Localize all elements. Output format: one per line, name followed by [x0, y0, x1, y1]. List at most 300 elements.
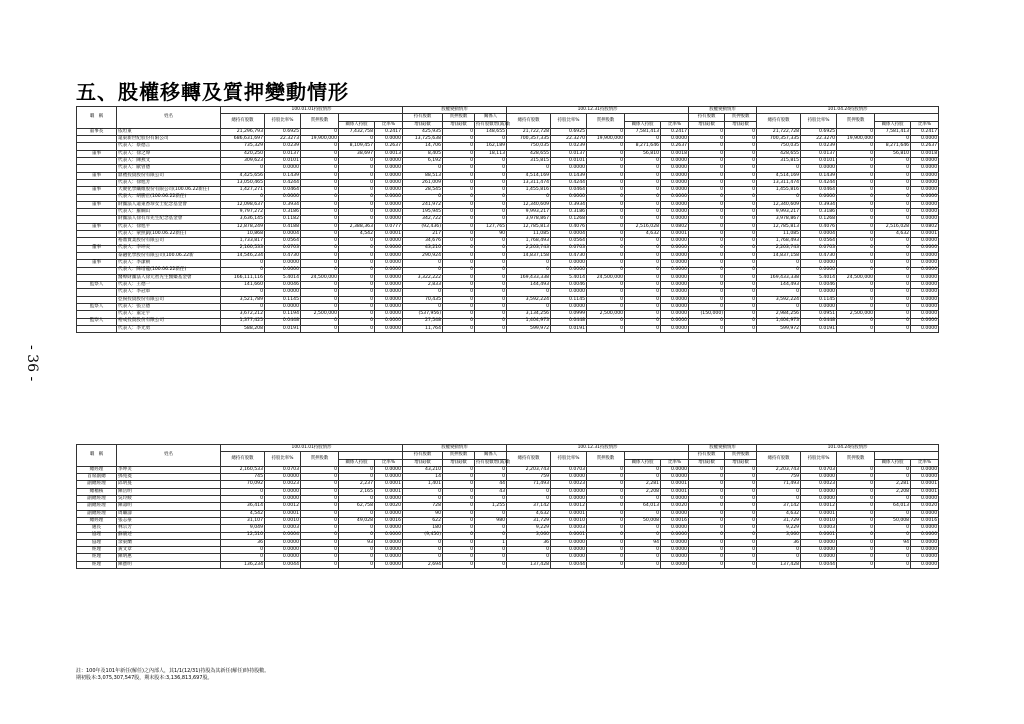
cell-value: 0 [443, 525, 475, 532]
cell-value: 0 [587, 282, 625, 289]
cell-value: 0.0000 [661, 289, 689, 296]
cell-value: 0.0000 [661, 209, 689, 216]
cell-value: 0.0999 [551, 311, 587, 318]
table-row [77, 539, 939, 546]
cell-value: 0 [587, 304, 625, 311]
cell-value: 0.0000 [911, 260, 939, 267]
cell-value: 90 [475, 231, 507, 238]
cell-value: 0.0137 [551, 150, 587, 157]
cell-value: 750,035 [757, 143, 801, 150]
cell-value: 0.0000 [801, 539, 837, 546]
cell-value: 0.2637 [661, 143, 689, 150]
cell-value: 14 [403, 474, 443, 481]
header-total: 總持有股數 [507, 114, 551, 129]
header-inc: 增(減)數 [725, 121, 757, 128]
cell-value: 0.0000 [911, 179, 939, 186]
header-blank [625, 452, 689, 459]
cell-value: 700,357,335 [507, 136, 551, 143]
cell-value: 0 [443, 311, 475, 318]
cell-value: 759 [757, 474, 801, 481]
header-inc: 增(減)數 [689, 121, 725, 128]
cell-value: 93 [339, 539, 375, 546]
cell-value: 0 [475, 260, 507, 267]
cell-value: 0 [587, 474, 625, 481]
cell-value: 0 [757, 260, 801, 267]
cell-value: 0.0000 [661, 245, 689, 252]
cell-value: 217 [403, 231, 443, 238]
header-total: 總持有股數 [221, 452, 265, 467]
cell-value: 0.0003 [801, 525, 837, 532]
header-pledged: 質押股數 [587, 114, 625, 129]
header-pledged: 質押股數 [301, 452, 339, 467]
cell-value: 0.4076 [801, 223, 837, 230]
cell-value: 0 [837, 150, 875, 157]
cell-value: 0.0000 [661, 136, 689, 143]
cell-value: 24,500,000 [837, 274, 875, 281]
header-change-2: 股權變動情形 [689, 107, 757, 114]
cell-value: 0.0020 [375, 503, 403, 510]
cell-value: 6,192 [403, 158, 443, 165]
cell-value: 136,234 [221, 561, 265, 568]
cell-value: 0 [625, 289, 661, 296]
cell-value: 0 [301, 158, 339, 165]
cell-value: 0 [475, 172, 507, 179]
cell-value: 0 [443, 172, 475, 179]
table-row [77, 128, 939, 135]
cell-value: 0.0000 [265, 488, 301, 495]
cell-value: 0 [301, 223, 339, 230]
cell-value: 0 [875, 187, 911, 194]
cell-value: 0 [875, 274, 911, 281]
cell-value: 0.1439 [265, 172, 301, 179]
cell-value: 0.0000 [911, 165, 939, 172]
header-held: 持有股數 [403, 452, 443, 459]
cell-value: 0 [475, 209, 507, 216]
cell-value: 3,978,867 [507, 216, 551, 223]
cell-value: 88,513 [403, 172, 443, 179]
cell-value: 0 [689, 561, 725, 568]
cell-value: 0.0001 [801, 532, 837, 539]
cell-value: 166,111,116 [221, 274, 265, 281]
cell-value: 0.0448 [801, 318, 837, 325]
cell-value: 0.0000 [661, 267, 689, 274]
cell-value: 0 [507, 194, 551, 201]
cell-position [77, 136, 117, 143]
cell-name: 鄧苑菱 [117, 474, 221, 481]
cell-value: 0.0000 [661, 296, 689, 303]
cell-value: 0.0000 [911, 136, 939, 143]
cell-value: 0.0000 [661, 179, 689, 186]
cell-value: 0.0464 [801, 187, 837, 194]
cell-value: 0 [837, 510, 875, 517]
cell-value: 9,993,217 [507, 209, 551, 216]
cell-value: 0 [837, 488, 875, 495]
cell-value: 0 [837, 474, 875, 481]
cell-value: 64,013 [625, 503, 661, 510]
cell-value: 4,632 [757, 510, 801, 517]
cell-value: 0.6925 [551, 128, 587, 135]
header-rel-held: 關係人持股 [875, 459, 911, 466]
cell-value: 0.0000 [661, 318, 689, 325]
cell-value: 0 [301, 260, 339, 267]
cell-value: 0 [689, 165, 725, 172]
cell-value: 0.4188 [265, 223, 301, 230]
cell-value: 0.0000 [911, 318, 939, 325]
cell-value: 0 [339, 525, 375, 532]
cell-value: 0 [339, 304, 375, 311]
cell-value: 0 [301, 165, 339, 172]
cell-value: 0 [339, 296, 375, 303]
cell-name: 李坤炎 [117, 466, 221, 473]
cell-value: 0.0000 [911, 252, 939, 259]
cell-value: 0.0000 [375, 532, 403, 539]
cell-value: 11,764 [403, 325, 443, 332]
table-row [77, 267, 939, 274]
header-total: 總持有股數 [507, 452, 551, 467]
cell-value: 56,810 [625, 150, 661, 157]
cell-value: 261,009 [403, 179, 443, 186]
cell-value: 0.0000 [911, 466, 939, 473]
cell-value: 0.0000 [801, 267, 837, 274]
table-row [77, 150, 939, 157]
cell-value: 24,500,000 [301, 274, 339, 281]
cell-value: 0.0448 [265, 318, 301, 325]
cell-value: 0 [587, 318, 625, 325]
cell-value: (9,450) [403, 532, 443, 539]
cell-value: 0 [875, 311, 911, 318]
cell-value: 0.0000 [661, 274, 689, 281]
cell-value: 0.0239 [551, 143, 587, 150]
cell-name: 代表人：羅綱山 [117, 209, 221, 216]
table-row [77, 274, 939, 281]
cell-value: 0 [725, 474, 757, 481]
cell-value: 0 [875, 496, 911, 503]
cell-value: 0 [339, 547, 375, 554]
cell-value: 0 [725, 547, 757, 554]
cell-value: 0 [507, 267, 551, 274]
cell-value: 0 [725, 238, 757, 245]
cell-position: 監察人 [77, 318, 117, 325]
cell-value: 0 [443, 238, 475, 245]
header-blank [875, 114, 939, 121]
cell-value: 0 [837, 539, 875, 546]
cell-name: 代表人：徐旭芳 [117, 179, 221, 186]
header-rel: 關係人 [475, 452, 507, 459]
cell-value: 0.0000 [661, 282, 689, 289]
header-inc: 增(減)數 [403, 121, 443, 128]
cell-value: 0 [587, 238, 625, 245]
cell-value: 2,500,000 [837, 311, 875, 318]
cell-value: 0 [725, 561, 757, 568]
cell-value: 0.0191 [801, 325, 837, 332]
cell-position: 協理 [77, 532, 117, 539]
cell-value: 0 [475, 194, 507, 201]
table-row [77, 554, 939, 561]
header-row [77, 107, 939, 114]
cell-value: 0.0000 [551, 547, 587, 554]
cell-value: 980 [475, 517, 507, 524]
cell-value: 0.0001 [551, 532, 587, 539]
cell-value: 0 [625, 296, 661, 303]
cell-value: 0 [301, 510, 339, 517]
cell-position [77, 216, 117, 223]
cell-name: 財團法人徐有庠先生紀念基金會 [117, 216, 221, 223]
cell-value: 0 [837, 282, 875, 289]
cell-value: 0.0191 [265, 325, 301, 332]
cell-value: 0 [689, 481, 725, 488]
cell-value: 0 [625, 194, 661, 201]
cell-value: 0 [301, 172, 339, 179]
cell-value: 0.0000 [551, 488, 587, 495]
cell-value: 3,978,867 [757, 216, 801, 223]
cell-value: 0.0000 [375, 325, 403, 332]
cell-value: 0 [443, 165, 475, 172]
cell-value: 0 [587, 209, 625, 216]
cell-value: 0.0000 [801, 304, 837, 311]
cell-value: 3,060 [757, 532, 801, 539]
cell-value: 0 [221, 165, 265, 172]
cell-value: 0 [689, 143, 725, 150]
header-pct: 比率% [661, 121, 689, 128]
cell-value: 0 [875, 466, 911, 473]
cell-value: 1,768,493 [507, 238, 551, 245]
cell-value: 3,134,256 [507, 311, 551, 318]
cell-value: 31,729 [757, 517, 801, 524]
cell-value: 0.4730 [551, 252, 587, 259]
cell-value: 0.0000 [911, 209, 939, 216]
cell-value: 2,237 [339, 481, 375, 488]
cell-value: 141,660 [221, 282, 265, 289]
cell-value: 0.0000 [801, 165, 837, 172]
cell-value: 0.0239 [801, 143, 837, 150]
cell-value: 144,493 [757, 282, 801, 289]
cell-value: 36 [221, 539, 265, 546]
cell-value: 0.0000 [375, 136, 403, 143]
header-ratio: 持股比率% [551, 452, 587, 467]
cell-value: 0.0000 [265, 289, 301, 296]
cell-name: 余東蘭 [117, 539, 221, 546]
cell-value: 0 [587, 510, 625, 517]
cell-value: 0.0012 [801, 503, 837, 510]
cell-value: 0.0020 [661, 503, 689, 510]
cell-name: 裕鼎實業股份有限公司 [117, 238, 221, 245]
cell-value: 5.4014 [551, 274, 587, 281]
cell-value: 0.0000 [375, 267, 403, 274]
cell-value: 0.0000 [801, 260, 837, 267]
cell-value: 0 [725, 245, 757, 252]
cell-value: 0 [587, 128, 625, 135]
cell-value: 0.0001 [551, 510, 587, 517]
cell-value: 0 [837, 209, 875, 216]
cell-value: 0 [587, 481, 625, 488]
cell-value: 0 [625, 282, 661, 289]
cell-value: 0 [443, 150, 475, 157]
cell-value: 0.1439 [551, 172, 587, 179]
cell-value: 0 [475, 525, 507, 532]
cell-value: 0.0000 [265, 539, 301, 546]
cell-value: 0 [587, 561, 625, 568]
cell-value: 0.4244 [801, 179, 837, 186]
cell-position [77, 289, 117, 296]
cell-value: 0.0000 [375, 194, 403, 201]
cell-value: 0.0000 [911, 274, 939, 281]
cell-value: 0.0000 [375, 238, 403, 245]
cell-value: 0.0001 [911, 481, 939, 488]
header-period-2: 100.12.31持股情形 [507, 107, 689, 114]
cell-value: 0 [837, 525, 875, 532]
header-rel-held: 關係人持股 [339, 121, 375, 128]
header-rel-change: 持有股數增(減)數 [476, 459, 511, 465]
cell-value: 0 [443, 304, 475, 311]
header-pledged: 質押股數 [725, 114, 757, 121]
cell-value: 0 [875, 209, 911, 216]
table-row [77, 318, 939, 325]
cell-value: 5.4014 [265, 274, 301, 281]
header-period-3: 101.04.24持股情形 [757, 107, 939, 114]
cell-value: 315,815 [507, 158, 551, 165]
cell-value: 622 [403, 517, 443, 524]
cell-value: 0 [837, 179, 875, 186]
cell-value: 0 [875, 325, 911, 332]
cell-value: 0 [475, 532, 507, 539]
cell-value: 420,250 [221, 150, 265, 157]
cell-name: 邱明蔓 [117, 481, 221, 488]
cell-value: 0 [875, 532, 911, 539]
cell-value: 0.0000 [551, 496, 587, 503]
cell-name: 代表人：陳燕文 [117, 158, 221, 165]
cell-value: 71,493 [757, 481, 801, 488]
cell-value: 0 [625, 561, 661, 568]
header-blank [339, 452, 403, 459]
cell-position: 協理 [77, 539, 117, 546]
cell-value: 0.0000 [661, 311, 689, 318]
cell-value: 0 [443, 223, 475, 230]
cell-value: 0 [875, 136, 911, 143]
table-row [77, 179, 939, 186]
cell-position: 董事 [77, 172, 117, 179]
cell-position [77, 252, 117, 259]
cell-value: 0 [587, 143, 625, 150]
cell-position [77, 158, 117, 165]
cell-value: 0.0000 [661, 260, 689, 267]
cell-value: 0 [443, 289, 475, 296]
cell-value: 0 [875, 547, 911, 554]
cell-value: 1,427,271 [221, 187, 265, 194]
cell-value: 0 [689, 510, 725, 517]
cell-value: 0.0000 [661, 252, 689, 259]
cell-value: 0 [689, 517, 725, 524]
cell-value: 0 [443, 216, 475, 223]
cell-value: 0.0000 [375, 525, 403, 532]
cell-value: 0.0001 [375, 481, 403, 488]
cell-value: 0 [625, 474, 661, 481]
cell-value: 0 [403, 289, 443, 296]
cell-value: 0 [221, 260, 265, 267]
cell-value: 0 [301, 252, 339, 259]
cell-value: 0 [475, 136, 507, 143]
cell-value: 0.0000 [375, 466, 403, 473]
cell-value: 9,049 [221, 525, 265, 532]
cell-value: 0 [443, 517, 475, 524]
cell-value: 0 [475, 165, 507, 172]
cell-value: 0.0001 [911, 231, 939, 238]
header-rel-held: 關係人持股 [875, 121, 911, 128]
cell-value: 0 [443, 503, 475, 510]
cell-value: 0 [625, 547, 661, 554]
cell-value: (92,436) [403, 223, 443, 230]
cell-value: 71,493 [507, 481, 551, 488]
cell-value: 0 [475, 187, 507, 194]
cell-value: 0 [875, 172, 911, 179]
cell-value: 0.0000 [265, 194, 301, 201]
cell-name: 代表人：董定宇 [117, 311, 221, 318]
cell-position: 首席副總 [77, 474, 117, 481]
cell-value: 309,623 [221, 158, 265, 165]
cell-value: 0 [875, 267, 911, 274]
cell-value: 0 [221, 289, 265, 296]
cell-value: 315,815 [757, 158, 801, 165]
cell-position [77, 194, 117, 201]
header-held: 持有股數 [403, 114, 443, 121]
cell-value: 70,092 [221, 481, 265, 488]
table-row [77, 165, 939, 172]
cell-value: 0.0564 [551, 238, 587, 245]
cell-value: 0 [689, 289, 725, 296]
header-rel-held: 關係人持股 [339, 459, 375, 466]
cell-value: 8,271,646 [625, 143, 661, 150]
cell-value: 0 [689, 231, 725, 238]
header-change-1: 股權變動情形 [403, 445, 507, 452]
cell-value: 0 [507, 289, 551, 296]
cell-value: 0 [443, 496, 475, 503]
cell-value: 0 [339, 267, 375, 274]
header-pledged: 質押股數 [443, 452, 475, 459]
cell-value: 0 [301, 128, 339, 135]
cell-value: 0 [475, 474, 507, 481]
cell-value: 0 [403, 539, 443, 546]
cell-value: 0 [475, 201, 507, 208]
cell-value: 0.0000 [911, 267, 939, 274]
cell-value: 0.0001 [661, 488, 689, 495]
cell-value: 0 [507, 496, 551, 503]
cell-value: 0 [301, 474, 339, 481]
cell-value: 0 [625, 216, 661, 223]
cell-position [77, 267, 117, 274]
cell-value: 0 [689, 158, 725, 165]
cell-value: 195,945 [403, 209, 443, 216]
cell-name: 亞揚投資股份有限公司 [117, 296, 221, 303]
cell-value: 0 [757, 304, 801, 311]
cell-value: 0.0000 [375, 561, 403, 568]
cell-value: 8,271,646 [875, 143, 911, 150]
cell-value: 12,785,813 [757, 223, 801, 230]
cell-name: 代表人：張立德 [117, 304, 221, 311]
cell-value: 0.0000 [375, 274, 403, 281]
cell-value: 127,765 [475, 223, 507, 230]
cell-value: 0 [339, 311, 375, 318]
cell-value: 0 [757, 547, 801, 554]
cell-value: 0 [587, 503, 625, 510]
cell-name: 遠東新世紀股份有限公司 [117, 136, 221, 143]
header-blank [875, 452, 939, 459]
cell-value: 0 [587, 165, 625, 172]
cell-value: 4,514,169 [757, 172, 801, 179]
cell-value: 0.0000 [911, 547, 939, 554]
cell-value: (150,000) [689, 311, 725, 318]
cell-value: 0 [837, 252, 875, 259]
cell-value: 0 [475, 496, 507, 503]
cell-value: 0 [221, 554, 265, 561]
